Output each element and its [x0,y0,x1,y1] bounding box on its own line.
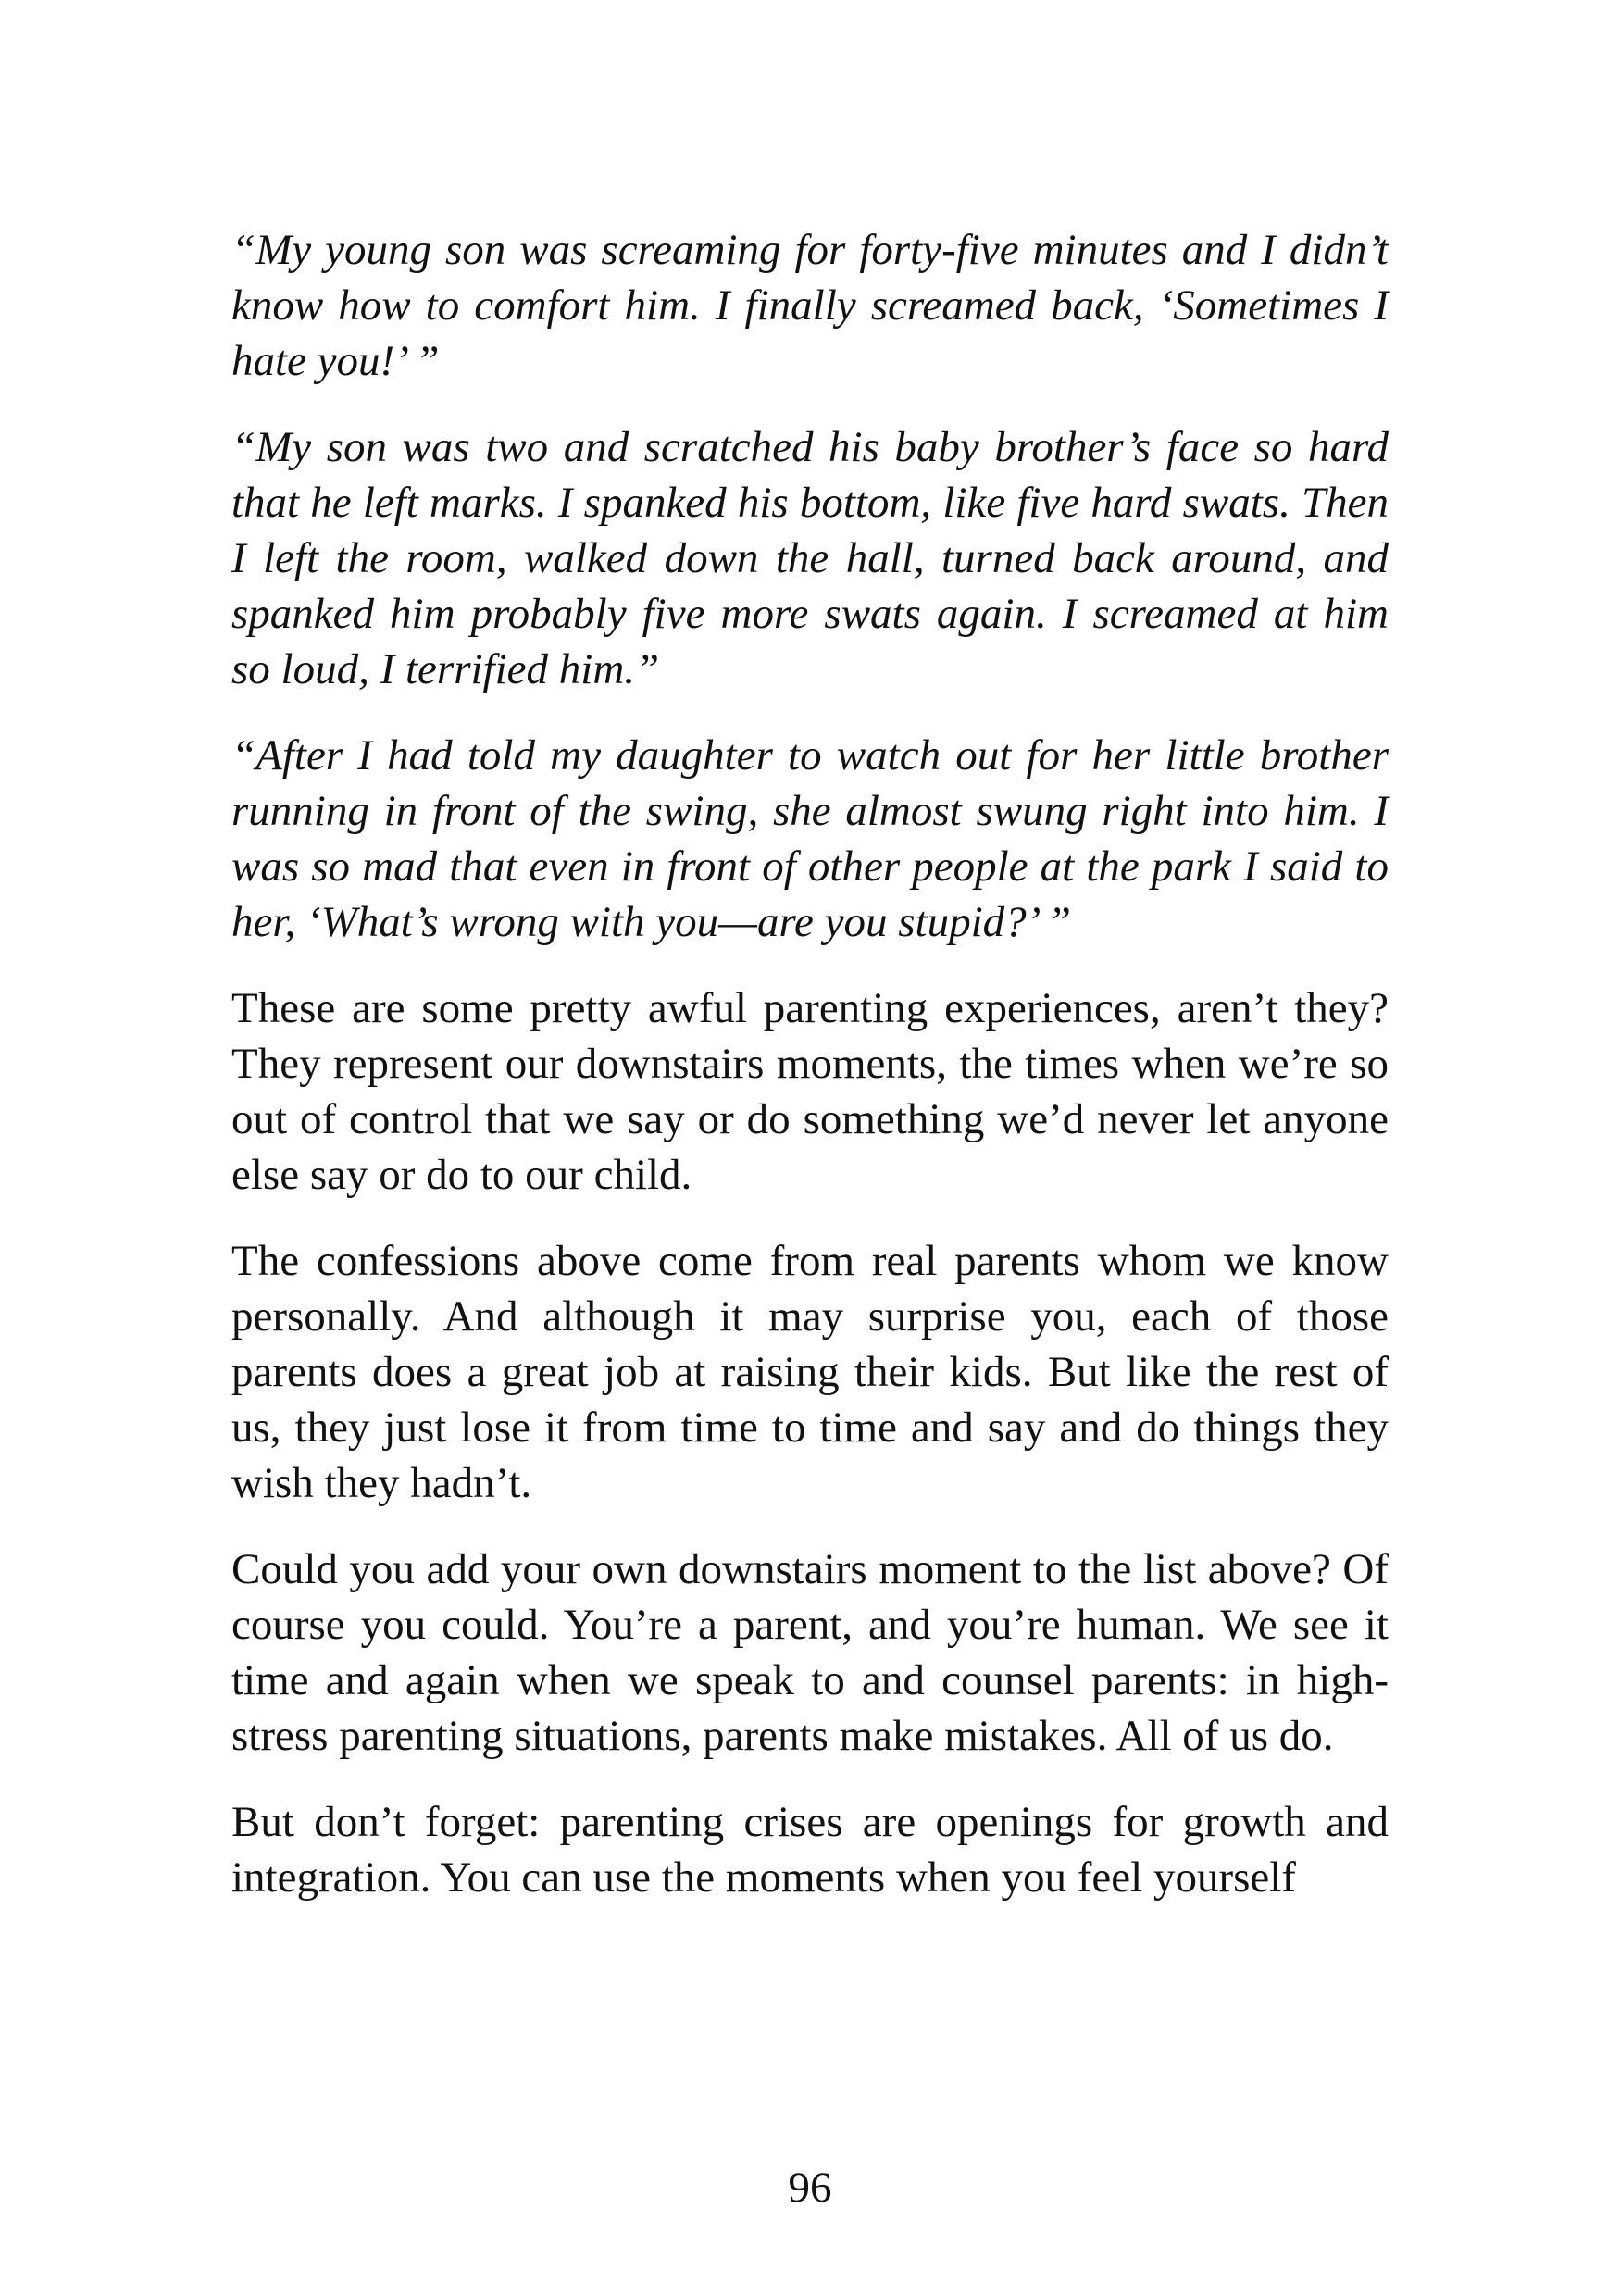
paragraph-confessions: The confessions above come from real parents whom we know personally. And although it may surprise you, each of those parents does a great job at raising their kids. But like the rest of us, they just lose it from time to time and say and do things they wish they hadn’t. [231,1237,1389,1507]
page-number: 96 [788,2164,832,2212]
paragraph-crises-openings: But don’t forget: parenting crises are openings for growth and integration. You can use the moments when you feel yourself [231,1798,1389,1902]
paragraph-own-moment: Could you add your own downstairs moment to the list above? Of course you could. You’re a parent, and you’re human. We see it time and again when we speak to and counsel parents: in high-stress parenting situations, parents make mistakes. All of us do. [231,1545,1389,1760]
quote-spanking: “My son was two and scratched his baby brother’s face so hard that he left marks. I spanked his bottom, like five hard swats. Then I left the room, walked down the hall, turned back around, and spanked him probably five more swats again. I screamed at him so loud, I terrified him.” [231,423,1389,693]
quote-swing-park: “After I had told my daughter to watch out for her little brother running in front of the swing, she almost swung right into him. I was so mad that even in front of other people at the park I said to her, ‘What’s wrong with you—are you stupid?’ ” [231,731,1389,946]
book-page-body [231,222,1389,1936]
quote-screaming-son: “My young son was screaming for forty-five minutes and I didn’t know how to comfort him. I finally screamed back, ‘Sometimes I hate you!’ ” [231,226,1389,385]
paragraph-awful-experiences: These are some pretty awful parenting experiences, aren’t they? They represent our downstairs moments, the times when we’re so out of control that we say or do something we’d never let anyone else say or do to our child. [231,984,1389,1199]
